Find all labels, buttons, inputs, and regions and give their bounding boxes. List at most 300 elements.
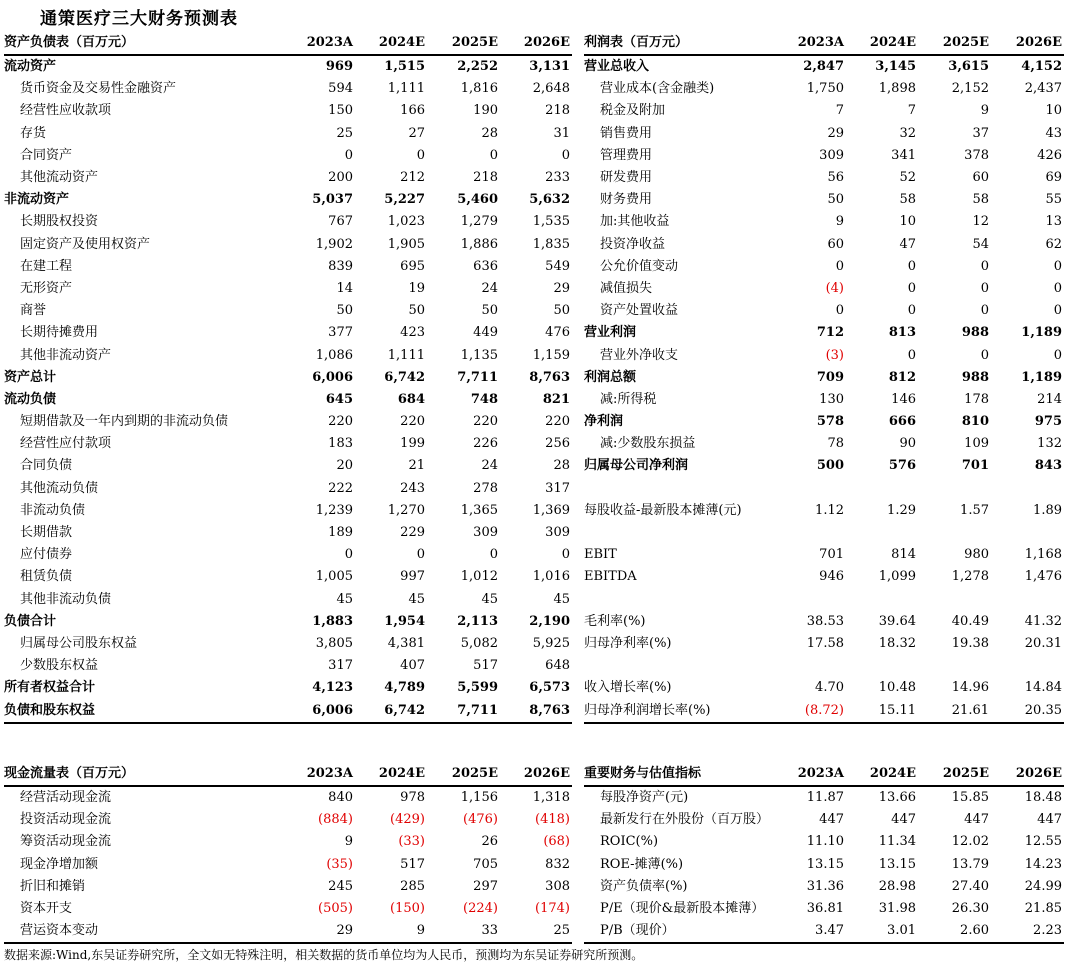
balance-sheet-header — [4, 32, 572, 55]
row-value: 2.60 — [918, 920, 991, 943]
row-value: 256 — [545, 436, 570, 452]
row-value: 58 — [972, 192, 989, 208]
row-value: 7 — [907, 103, 916, 119]
table-row — [584, 500, 1064, 522]
row-value: 500 — [816, 458, 844, 474]
row-value: 3,615 — [948, 59, 989, 75]
row-value: 20.35 — [991, 699, 1064, 722]
table-row — [584, 411, 1064, 433]
table-row — [4, 677, 572, 699]
year-column-header: 2026E — [991, 763, 1064, 786]
key-indicators-table — [584, 763, 1064, 944]
row-value: 55 — [1045, 192, 1062, 208]
table-row — [4, 566, 572, 588]
row-value: 517 — [400, 856, 425, 872]
row-value: 90 — [899, 436, 916, 452]
row-value: 24 — [481, 280, 498, 296]
row-label — [584, 589, 774, 611]
row-label: 在建工程 — [20, 258, 73, 274]
row-value: 813 — [888, 325, 916, 341]
row-value: 15.85 — [951, 790, 989, 806]
row-value: (8.72) — [774, 699, 846, 722]
row-value: 50 — [553, 303, 570, 319]
year-column-header: 2023A — [278, 763, 355, 786]
row-value: 132 — [1037, 436, 1062, 452]
row-value: 40.49 — [951, 613, 989, 629]
row-value: 0 — [561, 547, 570, 563]
row-value: 29 — [278, 920, 355, 943]
row-value: 45 — [481, 591, 498, 607]
row-value: 767 — [328, 214, 353, 230]
table-row — [4, 920, 572, 943]
row-value: 25 — [336, 125, 353, 141]
row-value: 47 — [899, 236, 916, 252]
row-value: 1,279 — [460, 214, 498, 230]
row-value: 50 — [336, 303, 353, 319]
row-value: 1,012 — [460, 569, 498, 585]
row-value: 243 — [400, 480, 425, 496]
row-label: 合同资产 — [20, 147, 73, 163]
row-value: 0 — [980, 347, 989, 363]
row-value: 27 — [408, 125, 425, 141]
row-value — [918, 478, 991, 500]
row-value: 12.55 — [1024, 834, 1062, 850]
row-value: 709 — [816, 369, 844, 385]
row-value: 21 — [408, 458, 425, 474]
balance-sheet-table — [4, 32, 572, 724]
table-row — [4, 655, 572, 677]
row-label: 经营性应收款项 — [20, 103, 112, 119]
row-label: 营运资本变动 — [4, 920, 278, 943]
row-value: 222 — [328, 480, 353, 496]
table-row — [4, 544, 572, 566]
row-value: 0 — [344, 147, 353, 163]
row-value: 6,006 — [312, 369, 353, 385]
row-value: 18.48 — [1024, 790, 1062, 806]
table-row — [4, 500, 572, 522]
row-value: 0 — [980, 280, 989, 296]
row-value: 8,763 — [529, 369, 570, 385]
row-value: 52 — [899, 170, 916, 186]
row-value: 54 — [972, 236, 989, 252]
cash-flow-header — [4, 763, 572, 786]
row-value: 220 — [473, 414, 498, 430]
row-label: 归属母公司股东权益 — [20, 635, 138, 651]
year-column-header: 2023A — [774, 32, 846, 55]
row-label: 营业利润 — [584, 325, 637, 341]
row-label: 营业成本(含金融类) — [600, 81, 715, 97]
row-label: 销售费用 — [600, 125, 653, 141]
row-value: 166 — [400, 103, 425, 119]
row-value: 969 — [325, 59, 353, 75]
table-row — [584, 78, 1064, 100]
row-value: 341 — [891, 147, 916, 163]
row-value: 150 — [328, 103, 353, 119]
table-row — [584, 831, 1064, 853]
row-value: 0 — [980, 258, 989, 274]
row-label: 归属母公司净利润 — [584, 458, 689, 474]
year-column-header: 2024E — [355, 32, 427, 55]
row-value: 0 — [835, 258, 844, 274]
row-value: 50 — [481, 303, 498, 319]
row-value: 1,835 — [532, 236, 570, 252]
table-row — [4, 344, 572, 366]
row-value: 988 — [961, 369, 989, 385]
table-title: 资产负债表（百万元） — [4, 32, 278, 55]
table-row — [584, 699, 1064, 722]
table-row — [4, 367, 572, 389]
row-value: 645 — [325, 391, 353, 407]
table-row — [584, 786, 1064, 809]
table-row — [4, 322, 572, 344]
row-label: 经营活动现金流 — [20, 790, 112, 806]
row-value: 1,535 — [532, 214, 570, 230]
row-value: 33 — [427, 920, 500, 943]
row-value: 1,750 — [806, 81, 844, 97]
row-value: 636 — [473, 258, 498, 274]
row-value: (33) — [398, 834, 425, 850]
table-row — [4, 189, 572, 211]
row-value: 14.96 — [951, 680, 989, 696]
table-title: 重要财务与估值指标 — [584, 763, 774, 786]
row-label: 减:少数股东损益 — [600, 436, 696, 452]
cash-flow-table — [4, 763, 572, 944]
row-value: 278 — [473, 480, 498, 496]
row-value: (4) — [825, 280, 844, 296]
row-value: 980 — [964, 547, 989, 563]
row-value: 220 — [545, 414, 570, 430]
table-row — [4, 455, 572, 477]
row-value: 190 — [473, 103, 498, 119]
row-label: 归母净利率(%) — [584, 635, 672, 651]
row-value: 2,648 — [532, 81, 570, 97]
row-value: 1,239 — [315, 502, 353, 518]
row-value: (505) — [318, 901, 353, 917]
row-value: 18.32 — [878, 635, 916, 651]
row-value: 32 — [899, 125, 916, 141]
row-value: 309 — [473, 525, 498, 541]
row-value: 701 — [961, 458, 989, 474]
table-title: 利润表（百万元） — [584, 32, 774, 55]
row-value: 1.29 — [887, 502, 916, 518]
row-value: 0 — [561, 147, 570, 163]
row-value: 13.79 — [951, 856, 989, 872]
row-value: 5,082 — [460, 635, 498, 651]
row-label: 每股收益-最新股本摊薄(元) — [584, 502, 742, 518]
row-value: 60 — [972, 170, 989, 186]
row-label: 非流动资产 — [4, 192, 70, 208]
row-label: 流动负债 — [4, 391, 57, 407]
row-value: 1,476 — [1024, 569, 1062, 585]
row-value: 226 — [473, 436, 498, 452]
row-value: 0 — [1053, 347, 1062, 363]
row-value: 695 — [400, 258, 425, 274]
row-value: 988 — [961, 325, 989, 341]
row-value: 24.99 — [1024, 878, 1062, 894]
row-value: 576 — [888, 458, 916, 474]
row-value — [918, 522, 991, 544]
row-label: 存货 — [20, 125, 47, 141]
table-row — [584, 344, 1064, 366]
key-indicators-header — [584, 763, 1064, 786]
table-row — [4, 589, 572, 611]
table-row — [584, 433, 1064, 455]
row-value: 2,113 — [457, 613, 498, 629]
row-label: 研发费用 — [600, 170, 653, 186]
row-value: 13 — [1045, 214, 1062, 230]
row-value: 28.98 — [878, 878, 916, 894]
table-row — [584, 189, 1064, 211]
year-column-header: 2024E — [846, 763, 918, 786]
row-value: 189 — [328, 525, 353, 541]
row-value: 1,318 — [532, 790, 570, 806]
table-row — [584, 920, 1064, 943]
row-value: 1,886 — [460, 236, 498, 252]
row-value: 7,711 — [427, 699, 500, 722]
row-value: 200 — [328, 170, 353, 186]
table-row — [584, 589, 1064, 611]
table-row — [4, 433, 572, 455]
table-row — [4, 786, 572, 809]
row-value: 1,515 — [384, 59, 425, 75]
row-label: P/B（现价） — [584, 920, 774, 943]
row-value: 666 — [888, 414, 916, 430]
row-value: 2,847 — [803, 59, 844, 75]
table-row — [4, 411, 572, 433]
table-title: 现金流量表（百万元） — [4, 763, 278, 786]
row-label: 租赁负债 — [20, 569, 73, 585]
table-row — [584, 677, 1064, 699]
row-value: 3,145 — [875, 59, 916, 75]
table-row — [4, 300, 572, 322]
table-row — [584, 809, 1064, 831]
row-label: 资产处置收益 — [600, 303, 679, 319]
row-label: 投资活动现金流 — [20, 812, 112, 828]
table-row — [4, 100, 572, 122]
row-value: 297 — [473, 878, 498, 894]
table-row — [4, 55, 572, 78]
row-value: 27.40 — [951, 878, 989, 894]
row-value: 317 — [545, 480, 570, 496]
row-value: 821 — [542, 391, 570, 407]
row-value: 6,742 — [384, 369, 425, 385]
row-value: 69 — [1045, 170, 1062, 186]
row-value: 1,111 — [387, 81, 425, 97]
row-value: 56 — [827, 170, 844, 186]
table-row — [584, 854, 1064, 876]
row-label: EBIT — [584, 547, 617, 563]
row-value — [846, 478, 918, 500]
row-value: 4,152 — [1021, 59, 1062, 75]
row-value: 0 — [489, 547, 498, 563]
row-value: 229 — [400, 525, 425, 541]
row-label: P/E（现价&最新股本摊薄） — [600, 901, 765, 917]
row-value: 9 — [835, 214, 844, 230]
year-column-header: 2023A — [774, 763, 846, 786]
row-value: 25 — [500, 920, 572, 943]
row-value: 26 — [481, 834, 498, 850]
row-value: 11.87 — [806, 790, 844, 806]
table-row — [584, 100, 1064, 122]
row-value: 1,023 — [387, 214, 425, 230]
row-label: ROE-摊薄(%) — [600, 856, 684, 872]
table-row — [584, 478, 1064, 500]
row-value: 5,037 — [312, 192, 353, 208]
row-value: 31 — [553, 125, 570, 141]
row-value: 476 — [545, 325, 570, 341]
row-value: 4.70 — [815, 680, 844, 696]
row-label: 税金及附加 — [600, 103, 666, 119]
row-value: 309 — [545, 525, 570, 541]
table-row — [4, 898, 572, 920]
row-label: 归母净利润增长率(%) — [584, 699, 774, 722]
row-value: 11.10 — [806, 834, 844, 850]
row-value: 1,016 — [532, 569, 570, 585]
row-value: 11.34 — [878, 834, 916, 850]
year-column-header: 2024E — [846, 32, 918, 55]
row-value: 810 — [961, 414, 989, 430]
row-value: 1.89 — [1033, 502, 1062, 518]
row-value: 220 — [328, 414, 353, 430]
row-value: (429) — [390, 812, 425, 828]
row-value: 449 — [473, 325, 498, 341]
table-row — [584, 633, 1064, 655]
row-value: 37 — [972, 125, 989, 141]
row-value: 0 — [907, 303, 916, 319]
row-value: 0 — [835, 303, 844, 319]
row-label — [584, 655, 774, 677]
row-value: 978 — [400, 790, 425, 806]
row-label: 长期股权投资 — [20, 214, 99, 230]
table-row — [4, 809, 572, 831]
row-value: (476) — [463, 812, 498, 828]
row-value: 997 — [400, 569, 425, 585]
row-value: 21.61 — [918, 699, 991, 722]
row-value: 9 — [355, 920, 427, 943]
row-value: (3) — [825, 347, 844, 363]
row-value: 212 — [400, 170, 425, 186]
row-value — [774, 522, 846, 544]
row-label: 其他流动资产 — [20, 170, 99, 186]
row-value: 1,369 — [532, 502, 570, 518]
row-value: 36.81 — [806, 901, 844, 917]
row-value: 814 — [891, 547, 916, 563]
row-value — [991, 589, 1064, 611]
row-label: 加:其他收益 — [600, 214, 670, 230]
row-label: 货币资金及交易性金融资产 — [20, 81, 177, 97]
row-value: 7,711 — [457, 369, 498, 385]
row-value: 43 — [1045, 125, 1062, 141]
row-value: 812 — [888, 369, 916, 385]
row-value: (150) — [390, 901, 425, 917]
row-label: 营业外净收支 — [600, 347, 679, 363]
row-label: 毛利率(%) — [584, 613, 646, 629]
row-value: (35) — [326, 856, 353, 872]
row-value: 31.98 — [878, 901, 916, 917]
row-label: 每股净资产(元) — [600, 790, 689, 806]
row-value: 748 — [470, 391, 498, 407]
row-value: 12.02 — [951, 834, 989, 850]
row-value: 1.12 — [815, 502, 844, 518]
row-label: 管理费用 — [600, 147, 653, 163]
row-value: 1,954 — [384, 613, 425, 629]
row-value: 0 — [907, 280, 916, 296]
row-label: 流动资产 — [4, 59, 57, 75]
row-value: 712 — [816, 325, 844, 341]
row-label: 财务费用 — [600, 192, 653, 208]
row-value: 426 — [1037, 147, 1062, 163]
page-title: 通策医疗三大财务预测表 — [40, 9, 238, 29]
row-label: 资产总计 — [4, 369, 57, 385]
row-value: 245 — [328, 878, 353, 894]
row-value: 701 — [819, 547, 844, 563]
table-row — [4, 278, 572, 300]
row-value: 50 — [408, 303, 425, 319]
row-value: 423 — [400, 325, 425, 341]
row-value: 28 — [481, 125, 498, 141]
row-label: 负债和股东权益 — [4, 699, 278, 722]
row-value: 13.66 — [878, 790, 916, 806]
table-row — [4, 831, 572, 853]
table-row — [4, 234, 572, 256]
row-value: 4,789 — [384, 680, 425, 696]
row-value: 20 — [336, 458, 353, 474]
row-value: 3.47 — [774, 920, 846, 943]
income-statement-table — [584, 32, 1064, 724]
row-label: 所有者权益合计 — [4, 680, 96, 696]
year-column-header: 2025E — [427, 763, 500, 786]
row-label: 筹资活动现金流 — [20, 834, 112, 850]
row-value: 218 — [473, 170, 498, 186]
table-row — [584, 167, 1064, 189]
row-value: 6,006 — [278, 699, 355, 722]
row-value — [918, 655, 991, 677]
row-value — [774, 655, 846, 677]
table-row — [584, 278, 1064, 300]
year-column-header: 2023A — [278, 32, 355, 55]
row-label: 资本开支 — [20, 901, 73, 917]
table-row — [584, 300, 1064, 322]
year-column-header: 2024E — [355, 763, 427, 786]
row-value: 839 — [328, 258, 353, 274]
row-value: 14 — [336, 280, 353, 296]
row-label: 商誉 — [20, 303, 47, 319]
row-value: 447 — [819, 812, 844, 828]
year-column-header: 2026E — [500, 763, 572, 786]
row-value — [991, 478, 1064, 500]
row-value: 3.01 — [846, 920, 918, 943]
table-row — [4, 167, 572, 189]
row-value: 4,123 — [312, 680, 353, 696]
row-value: 21.85 — [1024, 901, 1062, 917]
row-label: 减值损失 — [600, 280, 653, 296]
table-row — [4, 522, 572, 544]
row-label: 应付债券 — [20, 547, 73, 563]
row-value: 975 — [1034, 414, 1062, 430]
row-value: 17.58 — [806, 635, 844, 651]
row-label: 短期借款及一年内到期的非流动负债 — [20, 414, 229, 430]
table-row — [4, 78, 572, 100]
row-value — [846, 589, 918, 611]
row-label: 利润总额 — [584, 369, 637, 385]
row-value: 447 — [1037, 812, 1062, 828]
row-value: 407 — [400, 658, 425, 674]
table-row — [4, 389, 572, 411]
row-value: 0 — [907, 258, 916, 274]
row-value: 5,460 — [457, 192, 498, 208]
row-value: 1,111 — [387, 347, 425, 363]
row-value: 0 — [416, 147, 425, 163]
